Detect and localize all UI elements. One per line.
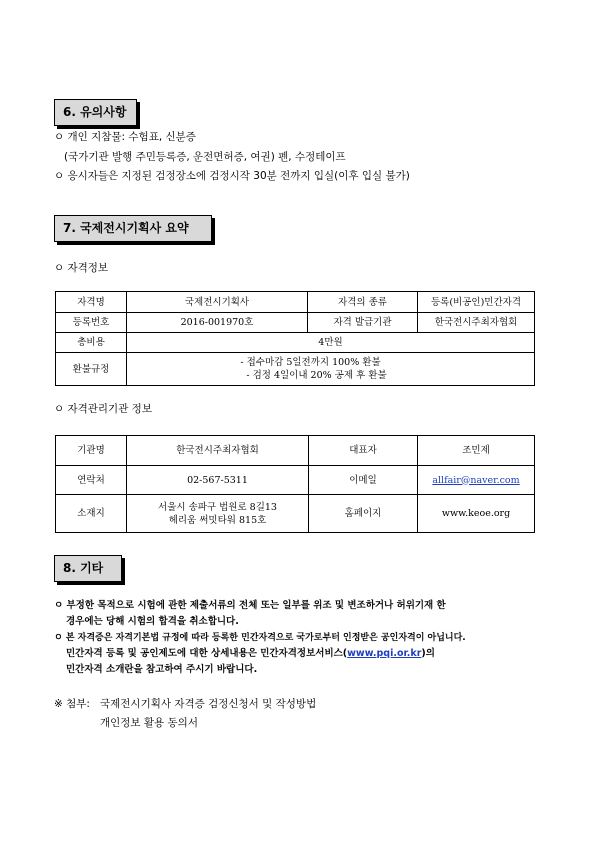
table2-value-email [418, 466, 535, 495]
table2-label-phone: 연락처 [56, 466, 127, 495]
table1-value-issuer: 한국전시주최자협회 [418, 313, 535, 333]
section-8-line-2: 경우에는 당해 시험의 합격을 취소합니다. [66, 616, 239, 627]
attachment-prefix: ※ 첨부: [54, 698, 90, 710]
section-8-line-5: 민간자격 소개란을 참고하여 주시기 바랍니다. [66, 664, 258, 675]
section-8-line-4-tail: )의 [421, 648, 435, 659]
table2-value-address [127, 495, 309, 533]
address-line-2: 헤리움 써밋타워 815호 [168, 514, 267, 526]
table1-value-type: 등록(비공인)민간자격 [418, 292, 535, 313]
section-8-line-3: ㅇ 본 자격증은 자격기본법 규정에 따라 등록한 민간자격으로 국가로부터 인정받은 공인자격이 아닙니다. [54, 633, 466, 643]
table1-value-refund [127, 353, 535, 386]
table1-label-regno: 등록번호 [56, 313, 127, 333]
table1-value-name: 국제전시기획사 [127, 292, 308, 313]
attachment-item-1: 국제전시기획사 자격증 검정신청서 및 작성방법 [100, 698, 317, 710]
table1-label-name: 자격명 [56, 292, 127, 313]
qualification-info-subheading: ㅇ 자격정보 [54, 262, 109, 274]
table2-label-address: 소재지 [56, 495, 127, 533]
table2-label-rep: 대표자 [309, 436, 418, 466]
table1-label-issuer: 자격 발급기관 [308, 313, 418, 333]
section-8-line-4-text: 민간자격 등록 및 공인제도에 대한 상세내용은 민간자격정보서비스( [66, 648, 348, 659]
section-6-item-1-detail: (국가기관 발행 주민등록증, 운전면허증, 여권) 펜, 수정테이프 [64, 151, 346, 163]
section-6-item-2: ㅇ 응시자들은 지정된 검정장소에 검정시작 30분 전까지 입실(이후 입실 불가) [54, 170, 410, 182]
table2-label-homepage: 홈페이지 [309, 495, 418, 533]
qualification-info-table [55, 291, 535, 386]
org-info-table [55, 435, 535, 533]
table2-value-homepage: www.keoe.org [418, 495, 535, 533]
refund-rule-1: - 접수마감 5일전까지 100% 환불 [240, 357, 381, 368]
section-8-line-1: ㅇ 부정한 목적으로 시험에 관한 제출서류의 전체 또는 일부를 위조 및 변조하거나 허위기재 한 [54, 600, 446, 611]
table1-value-regno: 2016-001970호 [127, 313, 308, 333]
table2-label-email: 이메일 [309, 466, 418, 495]
section-6-heading: 6. 유의사항 [54, 99, 137, 126]
section-7-heading: 7. 국제전시기획사 요약 [54, 215, 212, 242]
table2-label-org: 기관명 [56, 436, 127, 466]
email-link[interactable]: allfair@naver.com [432, 474, 520, 486]
pqi-link[interactable]: www.pqi.or.kr [347, 648, 422, 659]
table1-value-cost: 4만원 [127, 333, 535, 353]
table1-label-cost: 총비용 [56, 333, 127, 353]
org-info-subheading: ㅇ 자격관리기관 정보 [54, 403, 152, 415]
section-8-heading: 8. 기타 [54, 555, 122, 582]
table2-value-org: 한국전시주최자협회 [127, 436, 309, 466]
refund-rule-2: - 검정 4일이내 20% 공제 후 환불 [246, 370, 387, 381]
table2-value-rep: 조민제 [418, 436, 535, 466]
address-line-1: 서울시 송파구 법원로 8길13 [158, 501, 277, 513]
table1-label-type: 자격의 종류 [308, 292, 418, 313]
table2-value-phone: 02-567-5311 [127, 466, 309, 495]
attachment-item-2: 개인정보 활용 동의서 [100, 717, 198, 729]
table1-label-refund: 환불규정 [56, 353, 127, 386]
section-6-item-1: ㅇ 개인 지참물: 수험표, 신분증 [54, 131, 196, 143]
section-8-line-4 [66, 647, 435, 661]
